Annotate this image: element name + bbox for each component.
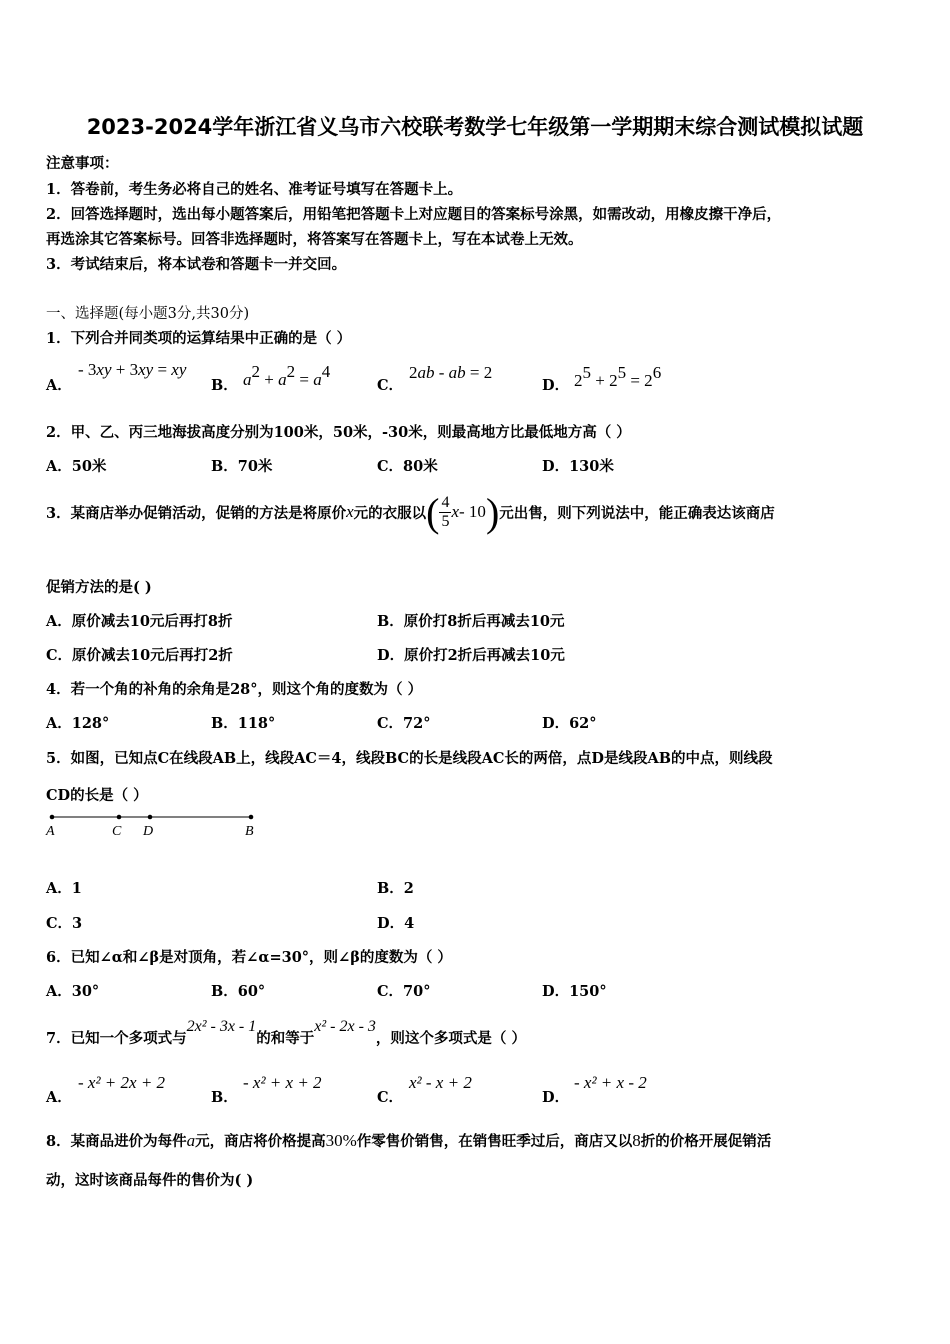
q3-fraction: $\frac{4}{5}$ [441, 493, 450, 530]
segment-diagram [40, 808, 270, 844]
q7-label-c: C． [377, 1089, 404, 1106]
q1-label-d: D． [542, 377, 570, 394]
notice-item-3: 3．考试结束后，将本试卷和答题卡一并交回。 [46, 256, 347, 273]
q4-option-c: C．72° [377, 715, 431, 732]
q3-paren-left: ( [426, 489, 440, 535]
q4-option-d: D．62° [542, 715, 597, 732]
notice-item-2: 2．回答选择题时，选出每小题答案后，用铅笔把答题卡上对应题目的答案标号涂黑，如需改动，用橡皮擦干净后， [46, 206, 782, 223]
q6-stem: 6．已知∠α和∠β是对顶角，若∠α=30°，则∠β的度数为（ ） [46, 949, 452, 966]
point-d-dot [148, 815, 153, 820]
notice-heading: 注意事项： [46, 155, 119, 172]
point-c-dot [117, 815, 122, 820]
q6-option-b: B．60° [211, 983, 266, 1000]
q3-option-a: A．原价减去10元后再打8折 [46, 613, 233, 630]
notice-item-2-cont: 再选涂其它答案标号。回答非选择题时，将答案写在答题卡上，写在本试卷上无效。 [46, 231, 583, 248]
q5-stem-line2: CD的长是（ ） [46, 787, 148, 804]
q3-stem: 3．某商店举办促销活动，促销的方法是将原价 x 元的衣服以 ( $\frac{4}{5}$ x - 10 ) 元出售，则下列说法中，能正确表达该商店 [46, 489, 775, 535]
q4-option-a: A．128° [46, 715, 110, 732]
q7-option-d: - x² + x - 2 [574, 1073, 647, 1092]
q8-stem-line2: 动，这时该商品每件的售价为( ) [46, 1172, 254, 1189]
q8-stem: 8．某商品进价为每件a元，商店将价格提高30%作零售价销售，在销售旺季过后，商店又以8折的价格开展促销活 [46, 1131, 772, 1150]
q6-option-a: A．30° [46, 983, 100, 1000]
section-heading: 一、选择题(每小题3分,共30分) [46, 306, 250, 322]
q2-option-d: D．130米 [542, 458, 614, 475]
q7-label-b: B． [211, 1089, 238, 1106]
q1-option-d: $2^5 + 2^5 = 2^6$ [574, 363, 662, 390]
q5-option-d: D．4 [377, 915, 415, 932]
q3-stem-line2: 促销方法的是( ) [46, 579, 152, 596]
q7-option-c: x² - x + 2 [409, 1073, 472, 1092]
q5-option-a: A．1 [46, 880, 82, 897]
point-b-dot [249, 815, 254, 820]
q1-label-a: A． [46, 377, 72, 394]
notice-item-1: 1．答卷前，考生务必将自己的姓名、准考证号填写在答题卡上。 [46, 181, 463, 198]
q6-option-d: D．150° [542, 983, 607, 1000]
q4-option-b: B．118° [211, 715, 276, 732]
q7-label-d: D． [542, 1089, 570, 1106]
q7-option-b: - x² + x + 2 [243, 1073, 322, 1092]
q1-option-b: $a^2 + a^2 = a^4$ [243, 362, 331, 389]
q6-option-c: C．70° [377, 983, 431, 1000]
q5-option-b: B．2 [377, 880, 414, 897]
q7-label-a: A． [46, 1089, 72, 1106]
q2-option-b: B．70米 [211, 458, 273, 475]
point-d-label: D [143, 824, 154, 839]
q1-option-a: - 3xy + 3xy = xy [78, 360, 187, 379]
page-title: 2023-2024学年浙江省义乌市六校联考数学七年级第一学期期末综合测试模拟试题 [86, 115, 864, 139]
q2-option-a: A．50米 [46, 458, 107, 475]
q2-stem: 2．甲、乙、丙三地海拔高度分别为100米，50米，-30米，则最高地方比最低地方高（ ） [46, 424, 631, 441]
q3-option-b: B．原价打8折后再减去10元 [377, 613, 565, 630]
q3-option-c: C．原价减去10元后再打2折 [46, 647, 233, 664]
point-a-label: A [46, 824, 55, 839]
q2-option-c: C．80米 [377, 458, 438, 475]
point-c-label: C [112, 824, 122, 839]
q1-label-b: B． [211, 377, 238, 394]
q4-stem: 4．若一个角的补角的余角是28°，则这个角的度数为（ ） [46, 681, 423, 698]
q1-option-c: 2ab - ab = 2 [409, 363, 493, 382]
q1-stem: 1．下列合并同类项的运算结果中正确的是（ ） [46, 330, 352, 347]
q1-label-c: C． [377, 377, 404, 394]
q3-option-d: D．原价打2折后再减去10元 [377, 647, 565, 664]
q7-stem: 7．已知一个多项式与 2x² - 3x - 1 的和等于 x² - 2x - 3 ，则这个多项式是（ ） [46, 1018, 526, 1047]
point-b-label: B [245, 824, 254, 839]
q5-stem: 5．如图，已知点C在线段AB上，线段AC＝4，线段BC的长是线段AC长的两倍，点D是线段AB的中点，则线段 [46, 750, 773, 767]
q5-option-c: C．3 [46, 915, 83, 932]
q3-paren-right: ) [485, 489, 500, 535]
q7-option-a: - x² + 2x + 2 [78, 1073, 166, 1092]
point-a-dot [50, 815, 55, 820]
